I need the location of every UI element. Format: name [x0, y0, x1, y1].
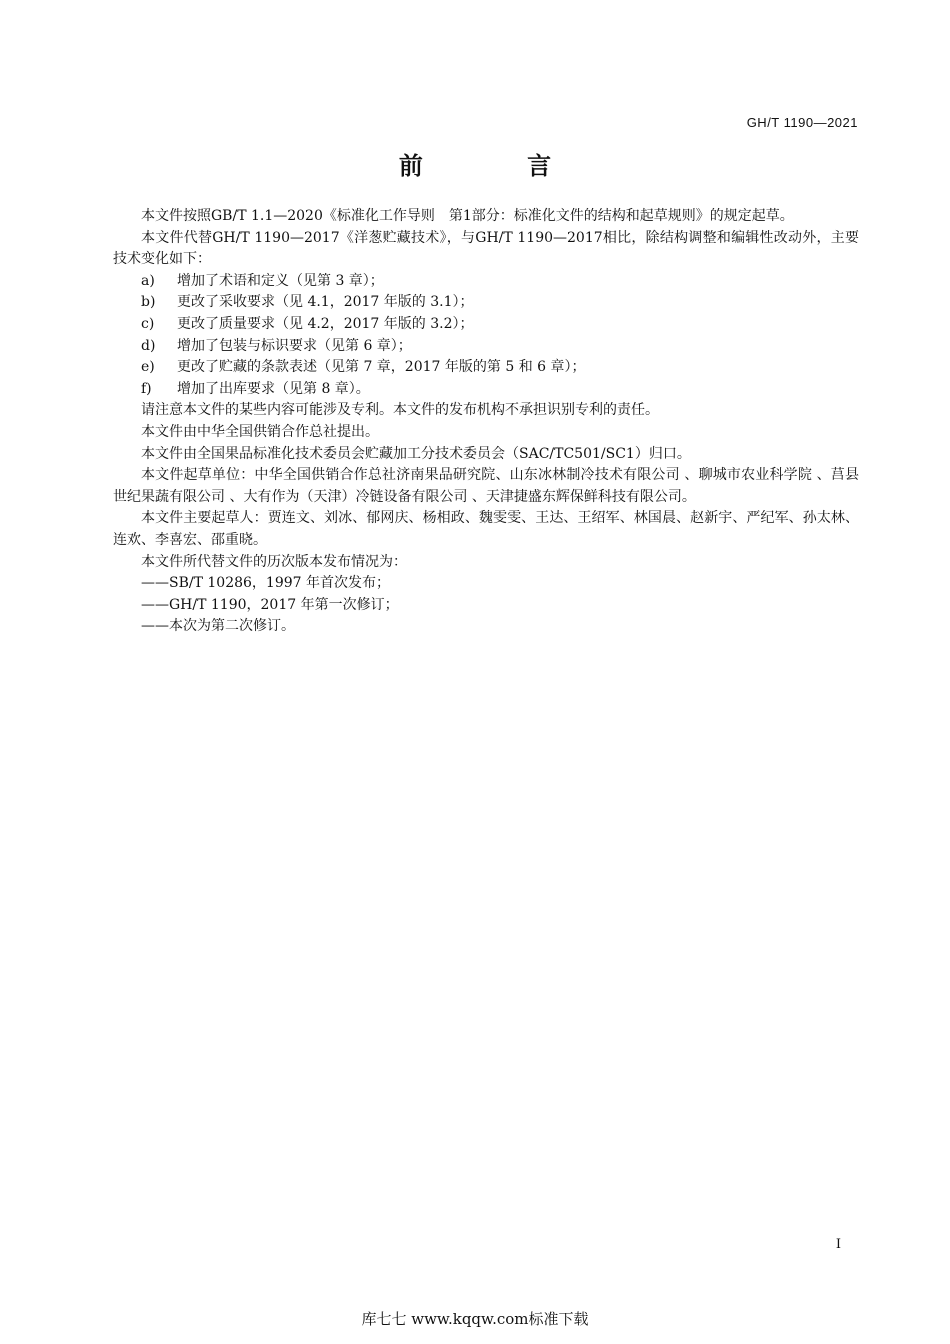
list-item-text: 更改了采收要求（见 4.1，2017 年版的 3.1）；	[177, 294, 474, 311]
history-item: ——GH/T 1190，2017 年第一次修订；	[141, 596, 399, 613]
paragraph-committee: 本文件由全国果品标准化技术委员会贮藏加工分技术委员会（SAC/TC501/SC1）归口。	[141, 445, 691, 462]
list-item-text: 更改了质量要求（见 4.2，2017 年版的 3.2）；	[177, 315, 474, 332]
list-item	[113, 314, 859, 336]
changes-list	[113, 271, 859, 401]
list-item	[113, 271, 859, 293]
list-item-text: 更改了贮藏的条款表述（见第 7 章，2017 年版的第 5 和 6 章）；	[177, 359, 586, 376]
history-list	[113, 573, 859, 638]
paragraph-proposer: 本文件由中华全国供销合作总社提出。	[141, 423, 379, 440]
list-item	[113, 357, 859, 379]
list-item	[113, 379, 859, 401]
paragraph-drafters: 本文件主要起草人：贾连文、刘冰、郁网庆、杨相政、魏雯雯、王达、王绍军、林国晨、赵新宇、严纪军、孙太林、连欢、李喜宏、邵重晓。	[113, 510, 859, 548]
list-item-label: c)	[141, 315, 155, 332]
paragraph-drafting-rules: 本文件按照GB/T 1.1—2020《标准化工作导则 第1部分：标准化文件的结构和起草规则》的规定起草。	[141, 208, 794, 224]
footer-watermark: 库七七 www.kqqw.com标准下载	[361, 1310, 589, 1328]
page-title: 前 言	[398, 152, 600, 180]
list-item-text: 增加了出库要求（见第 8 章）。	[177, 380, 370, 397]
list-item-label: d)	[141, 337, 156, 354]
list-item-label: f)	[141, 380, 152, 397]
list-item-text: 增加了术语和定义（见第 3 章）；	[177, 272, 384, 289]
foreword-body	[113, 206, 859, 638]
paragraph-patent-notice: 请注意本文件的某些内容可能涉及专利。本文件的发布机构不承担识别专利的责任。	[141, 402, 659, 419]
paragraph-history-intro: 本文件所代替文件的历次版本发布情况为：	[141, 553, 407, 570]
list-item-text: 增加了包装与标识要求（见第 6 章）；	[177, 337, 412, 354]
paragraph-drafting-units: 本文件起草单位：中华全国供销合作总社济南果品研究院、山东冰林制冷技术有限公司 、聊城市农业科学院 、莒县世纪果蔬有限公司 、大有作为（天津）冷链设备有限公司 、天津捷盛东辉保鲜科技有限公司。	[113, 467, 859, 505]
list-item	[113, 292, 859, 314]
list-item	[113, 336, 859, 358]
history-item: ——本次为第二次修订。	[141, 618, 295, 635]
list-item-label: b)	[141, 294, 156, 311]
page-number: I	[835, 1237, 841, 1252]
history-item: ——SB/T 10286，1997 年首次发布；	[141, 575, 390, 592]
list-item-label: a)	[141, 272, 155, 289]
paragraph-replacement: 本文件代替GH/T 1190—2017《洋葱贮藏技术》，与GH/T 1190—2017相比，除结构调整和编辑性改动外，主要技术变化如下：	[113, 229, 859, 268]
standard-code: GH/T 1190—2021	[746, 115, 858, 130]
list-item-label: e)	[141, 359, 155, 376]
